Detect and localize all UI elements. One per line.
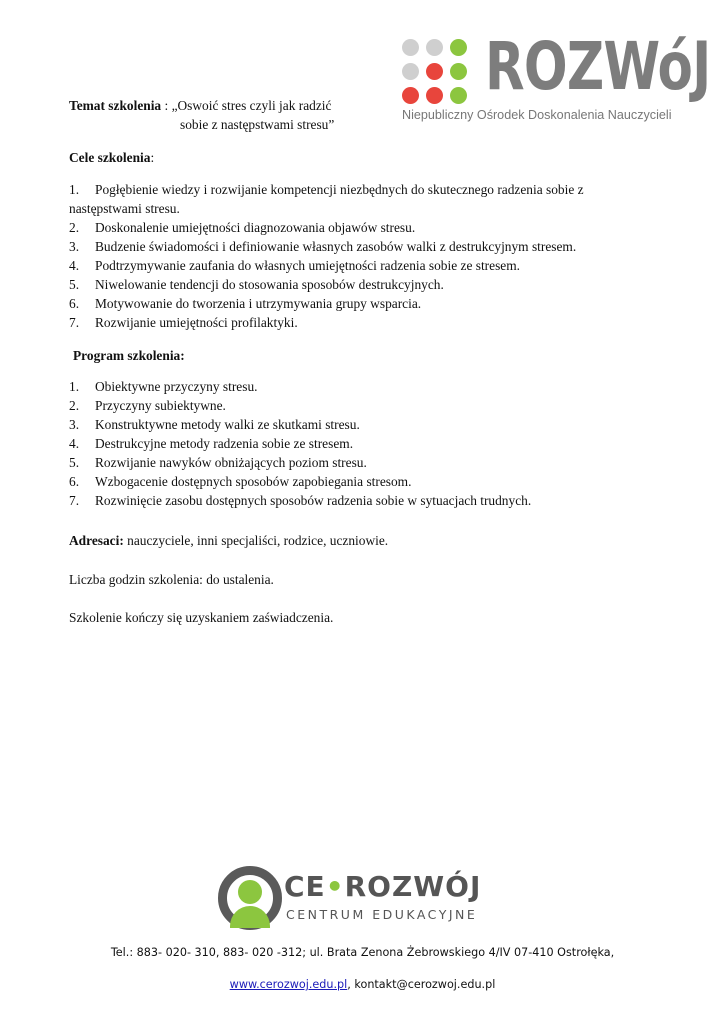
goal-number: 5. bbox=[69, 277, 80, 292]
logo-dot bbox=[402, 39, 419, 56]
goal-text: Pogłębienie wiedzy i rozwijanie kompetencji niezbędnych do skutecznego radzenia sobie z bbox=[95, 182, 584, 197]
logo-dot bbox=[426, 87, 443, 104]
program-number: 3. bbox=[69, 417, 80, 432]
topic-title-line1: „Oswoić stres czyli jak radzić bbox=[171, 98, 332, 113]
logo-name-part1: CE bbox=[284, 870, 326, 903]
program-number: 2. bbox=[69, 398, 80, 413]
addressees-text: nauczyciele, inni specjaliści, rodzice, uczniowie. bbox=[123, 533, 389, 548]
goals-heading-label: Cele szkolenia bbox=[69, 150, 151, 165]
footer-contact bbox=[0, 978, 725, 991]
logo-name-part2: ROZWÓJ bbox=[344, 870, 482, 903]
program-number: 6. bbox=[69, 474, 80, 489]
goal-text: Budzenie świadomości i definiowanie własnych zasobów walki z destrukcyjnym stresem. bbox=[95, 239, 577, 254]
website-link[interactable]: www.cerozwoj.edu.pl bbox=[229, 978, 348, 991]
certificate-note: Szkolenie kończy się uzyskaniem zaświadczenia. bbox=[69, 610, 334, 625]
topic-label: Temat szkolenia bbox=[69, 98, 162, 113]
topic-title-line2: sobie z następstwami stresu” bbox=[180, 117, 335, 132]
goal-number: 1. bbox=[69, 182, 80, 197]
goal-number: 6. bbox=[69, 296, 80, 311]
training-hours: Liczba godzin szkolenia: do ustalenia. bbox=[69, 572, 274, 587]
program-text: Przyczyny subiektywne. bbox=[95, 398, 226, 413]
logo-dot bbox=[426, 63, 443, 80]
goal-number: 3. bbox=[69, 239, 80, 254]
program-number: 1. bbox=[69, 379, 80, 394]
rozwoj-logo bbox=[402, 28, 711, 132]
logo-dot bbox=[450, 39, 467, 56]
logo-dot bbox=[402, 87, 419, 104]
logo-dot bbox=[450, 87, 467, 104]
logo-subtitle: Niepubliczny Ośrodek Doskonalenia Nauczycieli bbox=[402, 108, 672, 122]
logo-wordmark: ROZWóJ bbox=[485, 28, 711, 105]
logo-dot bbox=[450, 63, 467, 80]
goal-number: 7. bbox=[69, 315, 80, 330]
topic-line bbox=[69, 97, 331, 114]
program-text: Obiektywne przyczyny stresu. bbox=[95, 379, 258, 394]
goal-text: Podtrzymywanie zaufania do własnych umiejętności radzenia sobie ze stresem. bbox=[95, 258, 521, 273]
logo-person-head-icon bbox=[238, 880, 262, 904]
goal-number: 4. bbox=[69, 258, 80, 273]
topic-separator: : bbox=[161, 98, 172, 113]
program-number: 7. bbox=[69, 493, 80, 508]
goals-heading bbox=[69, 149, 154, 166]
program-heading: Program szkolenia: bbox=[73, 348, 185, 363]
goals-heading-colon: : bbox=[150, 150, 155, 165]
logo-name bbox=[284, 870, 481, 903]
logo-name-separator: • bbox=[325, 870, 345, 903]
logo-tagline: CENTRUM EDUKACYJNE bbox=[286, 907, 478, 922]
email-text: kontakt@cerozwoj.edu.pl bbox=[354, 978, 496, 991]
goal-text: Niwelowanie tendencji do stosowania sposobów destrukcyjnych. bbox=[95, 277, 444, 292]
addressees-label: Adresaci: bbox=[69, 533, 124, 548]
program-text: Rozwinięcie zasobu dostępnych sposobów radzenia sobie w sytuacjach trudnych. bbox=[95, 493, 532, 508]
footer-separator: , bbox=[347, 978, 355, 991]
logo-dot bbox=[426, 39, 443, 56]
goal-text: Rozwijanie umiejętności profilaktyki. bbox=[95, 315, 298, 330]
program-text: Wzbogacenie dostępnych sposobów zapobiegania stresom. bbox=[95, 474, 412, 489]
goal-number: 2. bbox=[69, 220, 80, 235]
program-text: Konstruktywne metody walki ze skutkami stresu. bbox=[95, 417, 360, 432]
program-text: Rozwijanie nawyków obniżających poziom stresu. bbox=[95, 455, 367, 470]
addressees bbox=[69, 532, 388, 549]
goal-text: Doskonalenie umiejętności diagnozowania objawów stresu. bbox=[95, 220, 416, 235]
program-text: Destrukcyjne metody radzenia sobie ze stresem. bbox=[95, 436, 354, 451]
logo-dot bbox=[402, 63, 419, 80]
footer-address: Tel.: 883- 020- 310, 883- 020 -312; ul. Brata Zenona Żebrowskiego 4/IV 07-410 Ostrołęka, bbox=[110, 946, 615, 959]
program-number: 5. bbox=[69, 455, 80, 470]
goal-text: Motywowanie do tworzenia i utrzymywania grupy wsparcia. bbox=[95, 296, 422, 311]
goal-text-continuation: następstwami stresu. bbox=[69, 201, 180, 216]
ce-rozwoj-logo bbox=[218, 866, 508, 932]
program-number: 4. bbox=[69, 436, 80, 451]
